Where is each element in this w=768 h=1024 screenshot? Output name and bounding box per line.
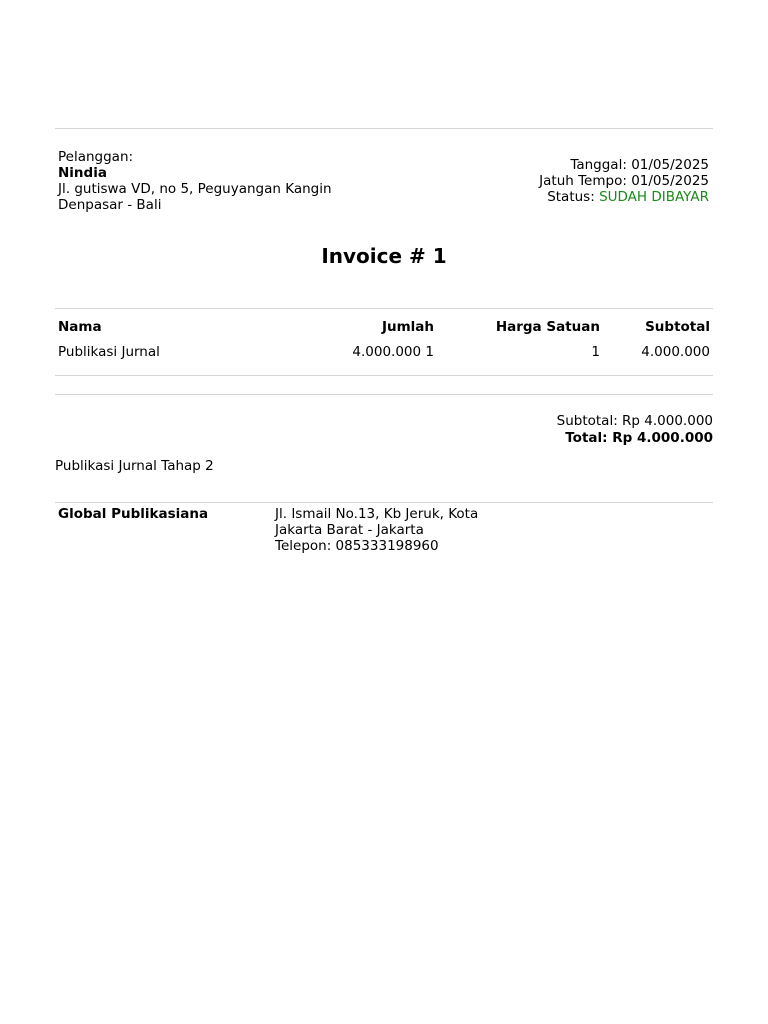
totals-divider: [55, 394, 713, 395]
invoice-status-label: Status:: [547, 189, 595, 205]
invoice-meta: [539, 157, 709, 205]
invoice-date-label: Tanggal:: [570, 157, 627, 173]
table-header-row: [55, 316, 713, 338]
footer-company-name: Global Publikasiana: [58, 506, 209, 522]
column-header-nama: Nama: [58, 319, 102, 335]
invoice-title: Invoice # 1: [321, 244, 447, 268]
column-header-jumlah: Jumlah: [381, 319, 434, 335]
items-table: [55, 316, 713, 366]
cell-jumlah: 4.000.000 1: [352, 344, 434, 360]
footer-address-line2: Jakarta Barat - Jakarta: [275, 522, 424, 538]
table-row: [55, 338, 713, 366]
total-amount: Total: Rp 4.000.000: [565, 430, 713, 446]
column-header-harga-satuan: Harga Satuan: [495, 319, 600, 335]
invoice-note: Publikasi Jurnal Tahap 2: [55, 458, 214, 474]
footer-address-line1: Jl. Ismail No.13, Kb Jeruk, Kota: [275, 506, 479, 522]
totals-block: [557, 413, 713, 447]
cell-nama: Publikasi Jurnal: [58, 344, 160, 360]
invoice-due-label: Jatuh Tempo:: [539, 173, 627, 189]
customer-info: [58, 149, 332, 213]
footer-phone: Telepon: 085333198960: [275, 538, 439, 554]
status-badge: SUDAH DIBAYAR: [599, 189, 709, 205]
customer-label: Pelanggan:: [58, 149, 134, 165]
invoice-due-date: [539, 173, 709, 189]
customer-address-line1: Jl. gutiswa VD, no 5, Peguyangan Kangin: [58, 181, 332, 197]
table-top-divider: [55, 308, 713, 309]
footer-divider: [55, 502, 713, 503]
column-header-subtotal: Subtotal: [645, 319, 710, 335]
subtotal-amount: Subtotal: Rp 4.000.000: [556, 413, 713, 429]
invoice-date-value: 01/05/2025: [631, 157, 709, 173]
cell-harga-satuan: 1: [591, 344, 600, 360]
table-bottom-divider: [55, 375, 713, 376]
customer-address-line2: Denpasar - Bali: [58, 197, 162, 213]
customer-name: Nindia: [58, 165, 107, 181]
footer-address: [275, 506, 478, 554]
cell-subtotal: 4.000.000: [641, 344, 710, 360]
top-divider: [55, 128, 713, 129]
invoice-due-value: 01/05/2025: [631, 173, 709, 189]
invoice-date: [539, 157, 709, 173]
invoice-status: [539, 189, 709, 205]
